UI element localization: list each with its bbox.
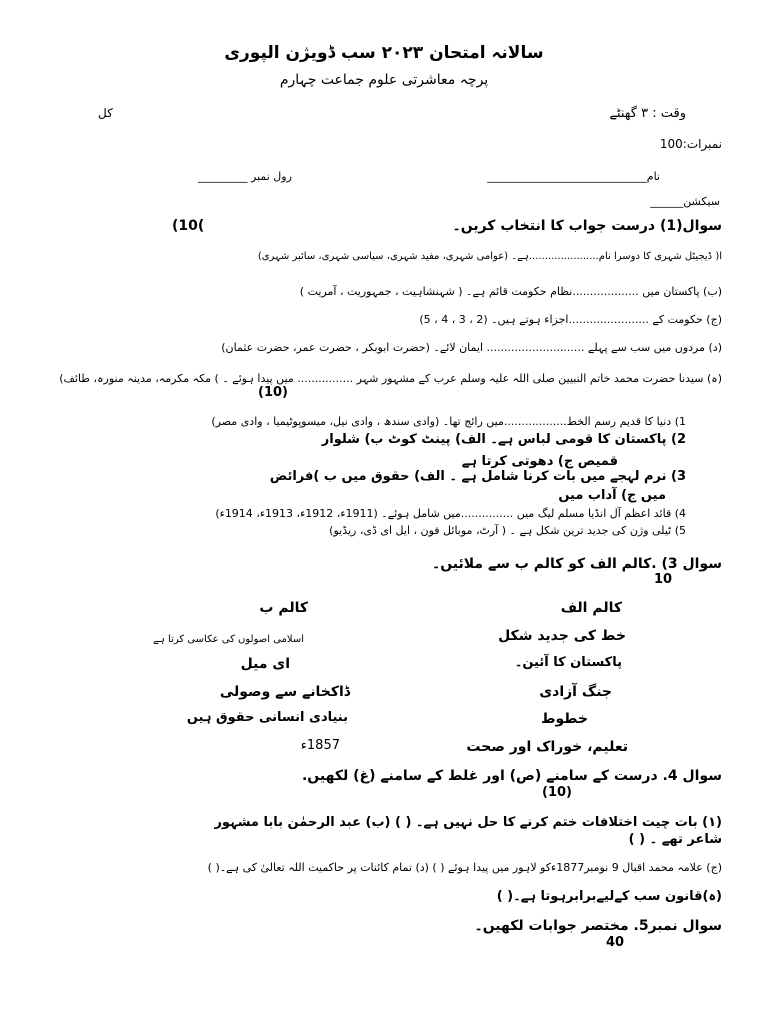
marks-label: نمبرات:100 (659, 137, 722, 151)
q2-item-cont: میں ج) آداب میں (558, 488, 666, 503)
col-b-title: کالم ب (259, 600, 308, 616)
roll-number-field: رول نمبر _________ (198, 170, 292, 183)
q2-item: 4) قائد اعظم آل انڈیا مسلم لیگ میں ...............میں شامل ہوئے۔ (1911ء، 1912ء، 1913ء، 1914ء) (215, 507, 686, 520)
section-field: سیکشن______ (650, 195, 720, 208)
col-a-item: پاکستان کا آئین۔ (514, 655, 622, 670)
col-b-item: ڈاکخانے سے وصولی (219, 684, 350, 700)
col-a-item: تعلیم، خوراک اور صحت (466, 739, 628, 755)
q1-heading: سوال(1) درست جواب کا انتخاب کریں۔ (452, 218, 722, 234)
col-b-item: ای میل (240, 656, 290, 672)
q2-item: 5) ٹیلی وژن کی جدید ترین شکل ہے ۔ ( آرٹ، موبائل فون ، ایل ای ڈی، ریڈیو) (329, 524, 686, 537)
q4-marks: (10) (542, 785, 572, 800)
total-label: کل (98, 106, 113, 120)
q1-item: (ج) حکومت کے .......................اجزاء ہوتے ہیں۔ (2 ، 3 ، 4 ، 5) (419, 313, 722, 326)
q2-item-cont: قمیص ج) دھوتی کرتا ہے (461, 454, 618, 469)
col-b-item: اسلامی اصولوں کی عکاسی کرتا ہے (153, 634, 304, 645)
q1-item: (د) مردوں میں سب سے پہلے ............................ ایمان لائے۔ (حضرت ابوبکر ، حضرت عمر، حضرت عثمان) (221, 341, 722, 354)
q3-heading: سوال 3) .کالم الف کو کالم ب سے ملائیں۔ (432, 556, 722, 572)
q5-marks: 40 (606, 935, 625, 950)
q1-marks: (10( (172, 218, 205, 234)
col-b-item: بنیادی انسانی حقوق ہیں (186, 710, 348, 725)
q4-item: (ہ)قانون سب کےلیےبرابرہوتا ہے۔( ) (496, 889, 722, 904)
q4-item-cont: شاعر تھے ۔ ( ) (628, 832, 722, 847)
q1-item: (ب) پاکستان میں ...................نظام حکومت قائم ہے۔ ( شہنشاہیت ، جمہوریت ، آمریت ) (299, 285, 722, 298)
q2-item: 2) پاکستان کا قومی لباس ہے۔ الف) پینٹ کوٹ ب) شلوار (321, 432, 686, 447)
q2-marks: (10) (258, 385, 288, 400)
col-b-item: 1857ء (300, 738, 340, 753)
q2-item: 3) نرم لہجے میں بات کرنا شامل ہے ۔ الف) حقوق میں ب )فرائض (269, 469, 686, 484)
exam-title: سالانہ امتحان ۲۰۲۳ سب ڈویژن الپوری (224, 43, 544, 63)
paper-subtitle: پرچہ معاشرتی علوم جماعت چہارم (279, 72, 489, 88)
q1-item: (ہ) سیدنا حضرت محمد خاتم النبیین صلی اللہ علیہ وسلم عرب کے مشہور شہر ................ میں پیدا ہوئے ۔ ) مکہ مکرمہ، مدینہ منورہ، طائف) (59, 372, 722, 385)
time-label: وقت : ۳ گھنٹے (609, 106, 686, 121)
q1-item: ا( ڈیجیٹل شہری کا دوسرا نام......................ہے۔ (عوامی شہری، مفید شہری، سیاسی شہری، سائبر شہری) (257, 251, 722, 262)
col-a-item: جنگ آزادی (539, 684, 612, 700)
q2-item: 1) دنیا کا قدیم رسم الخط..................میں رائج تھا۔ (وادی سندھ ، وادی نیل، میسوپوٹیمیا ، وادی مصر) (211, 415, 686, 428)
col-a-item: خط کی جدید شکل (498, 628, 626, 644)
name-field: نام_____________________________ (487, 170, 660, 183)
col-a-item: خطوط (540, 711, 588, 727)
q5-heading: سوال نمبر5. مختصر جوابات لکھیں۔ (474, 918, 722, 934)
q4-heading: سوال 4. درست کے سامنے (ص) اور غلط کے سامنے (غ) لکھیں. (301, 768, 722, 784)
q4-item: (ج) علامہ محمد اقبال 9 نومبر1877ءکو لاہور میں پیدا ہوئے ( ) (د) تمام کائنات پر حاکمیت اللہ تعالیٰ کی ہے۔( ) (207, 861, 722, 874)
q4-item: (۱) بات چیت اختلافات ختم کرنے کا حل نہیں ہے۔ ( ) (ب) عبد الرحمٰن بابا مشہور (214, 815, 722, 830)
q3-marks: 10 (654, 572, 673, 587)
col-a-title: کالم الف (560, 600, 622, 616)
